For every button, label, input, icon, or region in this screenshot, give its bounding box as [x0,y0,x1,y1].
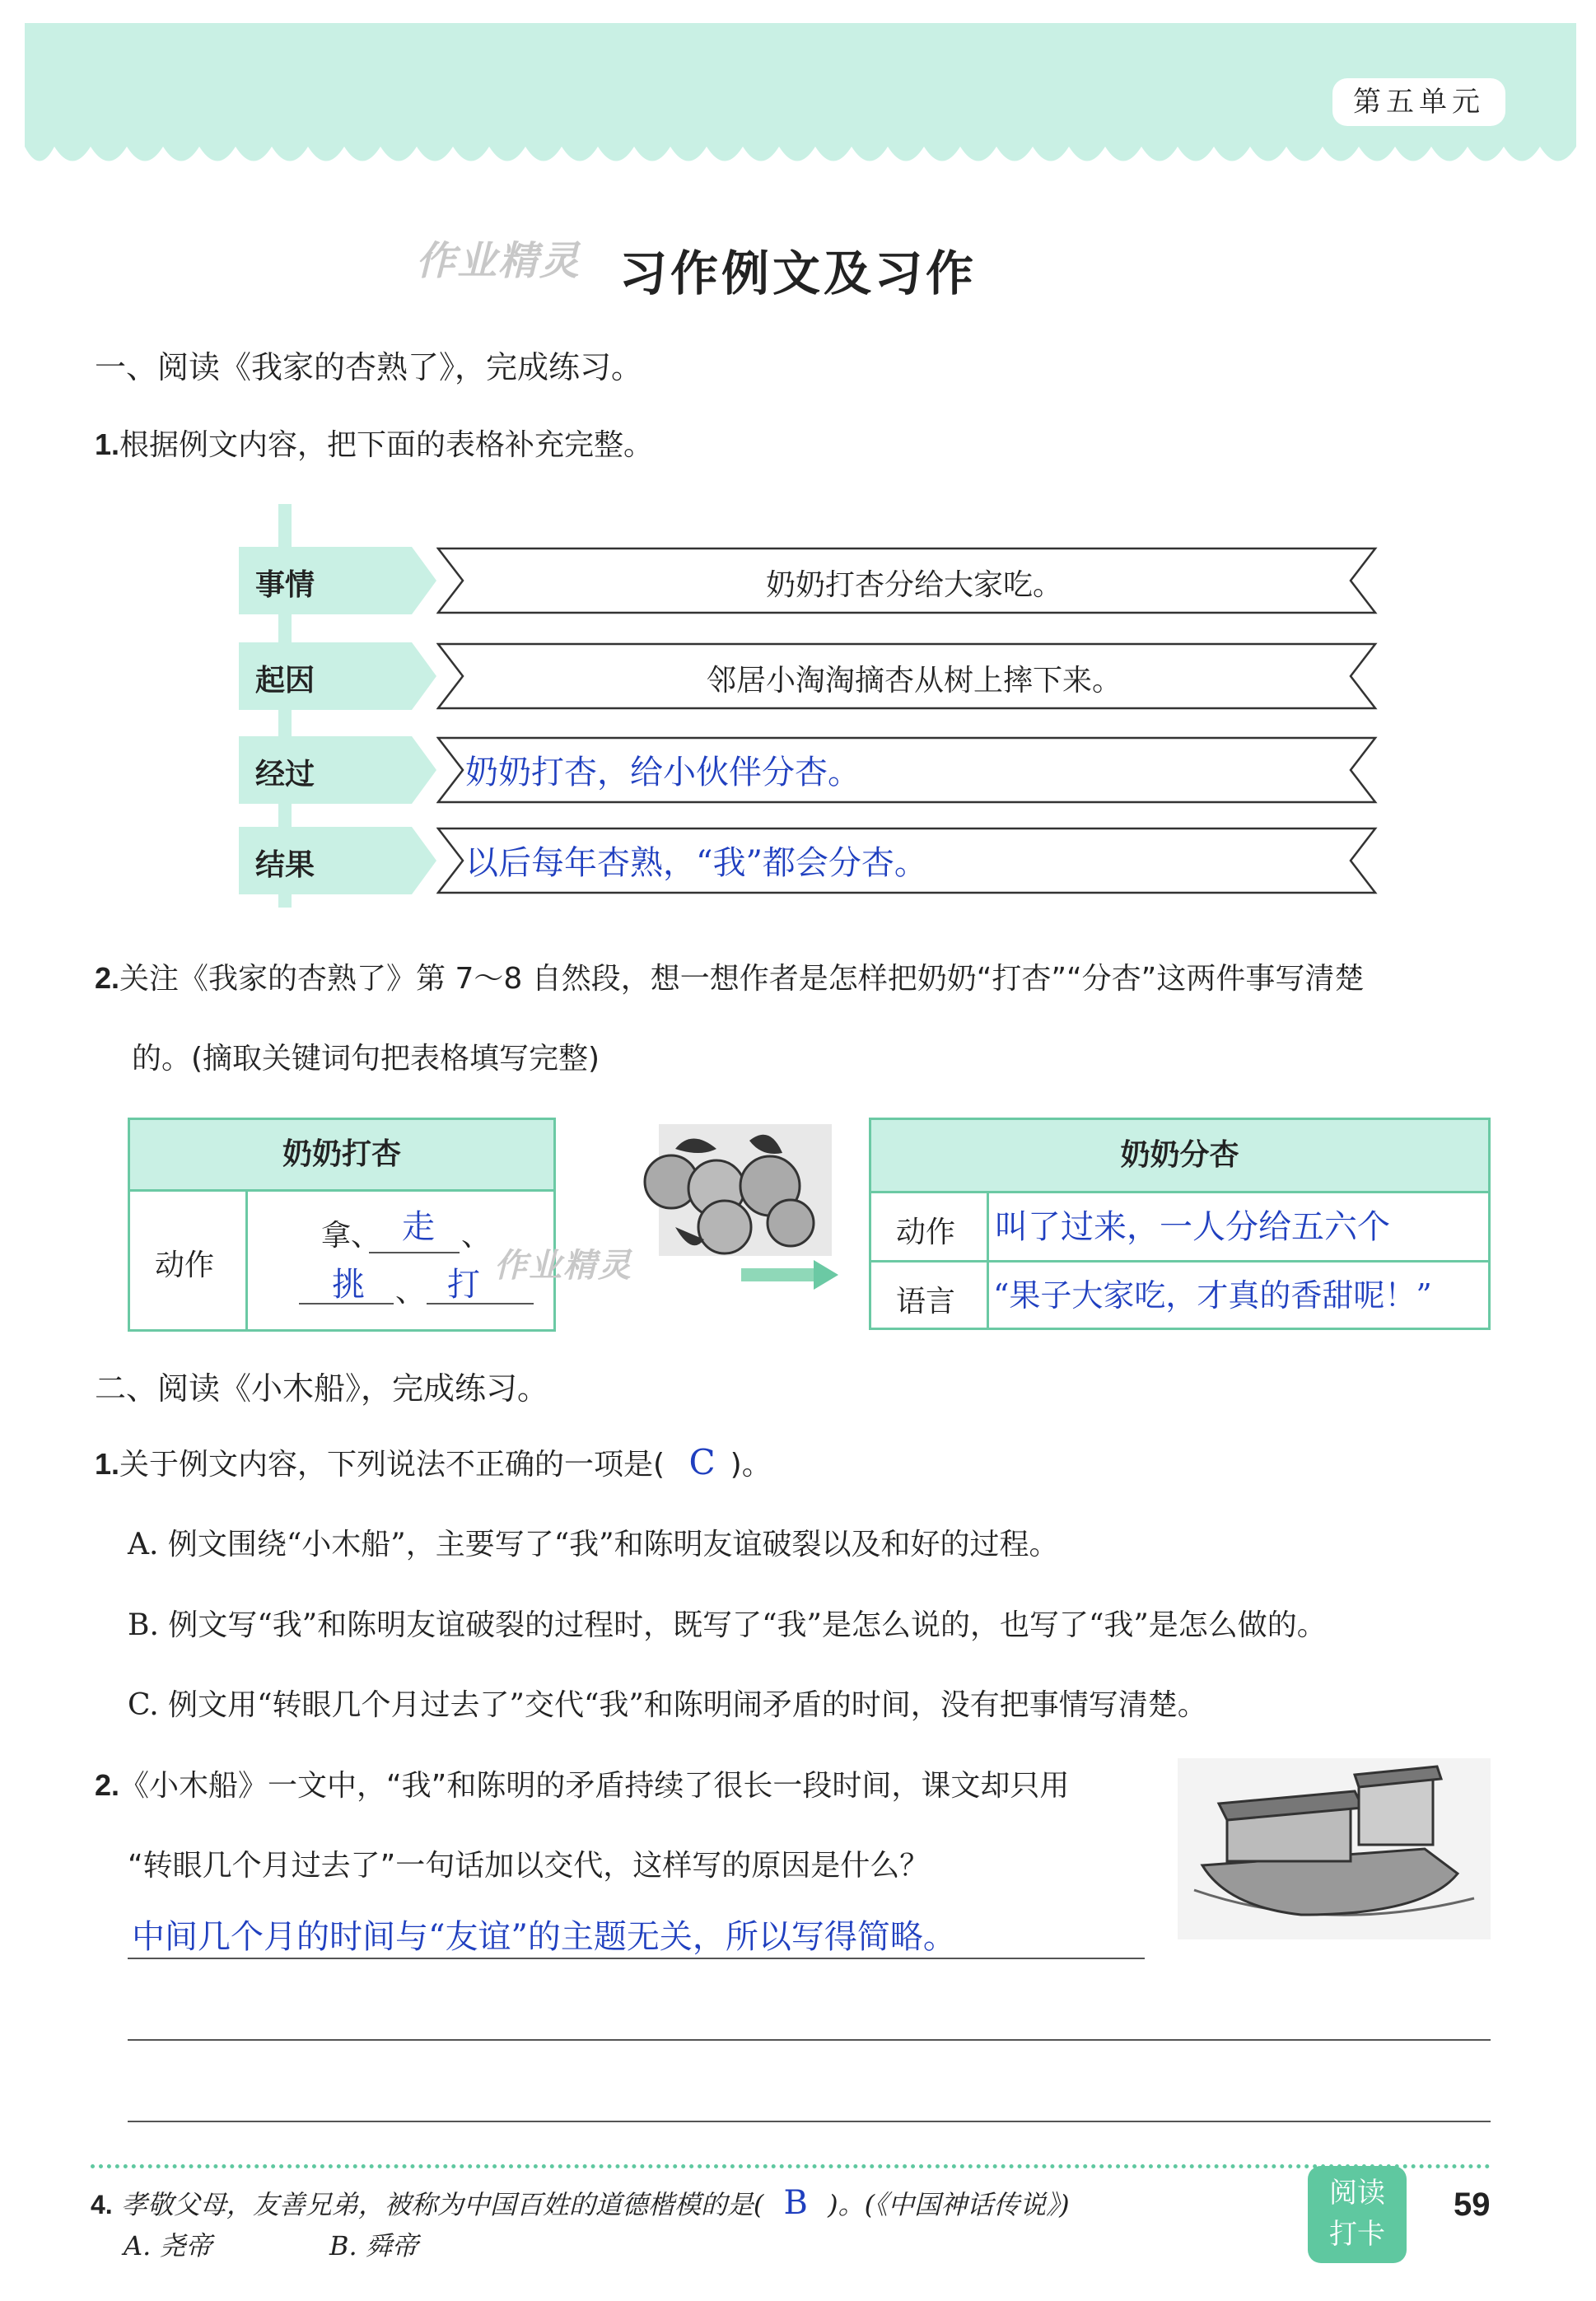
apricot-illustration [626,1124,840,1281]
q-text: 关注《我家的杏熟了》第 7～8 自然段，想一想作者是怎样把奶奶“打杏”“分杏”这两件事写清楚 [119,962,1365,996]
answer-blank: 打 [447,1266,480,1304]
row-label: 经过 [255,758,315,791]
arrow-right-icon [741,1260,840,1293]
row-value: 邻居小淘淘摘杏从树上摔下来。 [706,664,1122,698]
p2-q2 [95,1762,1069,1804]
diagram-row [239,736,1392,804]
p1-q1 [95,422,653,464]
q-number: 4. [91,2190,113,2219]
q-number: 2. [95,1768,120,1802]
q-text: 孝敬父母，友善兄弟，被称为中国百姓的道德楷模的是( [120,2189,764,2220]
diagram-row [239,827,1392,894]
answer-choice: B [783,2184,808,2222]
footer-option-b: B. 舜帝 [329,2230,418,2261]
footer-q4 [91,2184,1070,2222]
sep: 、 [395,1275,426,1309]
row-value: 奶奶打杏分给大家吃。 [765,568,1062,602]
q-text: 关于例文内容，下列说法不正确的一项是( [119,1448,665,1482]
q-text: 《小木船》一文中，“我”和陈明的矛盾持续了很长一段时间，课文却只用 [119,1769,1070,1803]
footer-option-a: A. 尧帝 [124,2230,212,2261]
p2-q1 [95,1441,772,1483]
row-label: 结果 [255,848,315,882]
left-table [128,1118,556,1332]
p1-q2 [95,955,1511,997]
page-title: 习作例文及习作 [618,245,977,301]
answer-choice: C [688,1442,716,1482]
unit-tag: 第五单元 [1332,78,1505,126]
watermark: 作业精灵 [494,1247,632,1285]
row-answer: “果子大家吃，才真的香甜呢！” [993,1277,1432,1314]
answer-line [128,2121,1491,2122]
row-answer: 叫了过来，一人分给五六个 [995,1208,1390,1246]
sep: 、 [461,1219,492,1253]
prefix-text: 拿、 [321,1219,381,1253]
row-label: 语言 [896,1285,956,1319]
q-number: 1. [95,1447,120,1481]
reading-checkin-badge[interactable] [1308,2166,1407,2263]
answer-line [128,2039,1491,2041]
answer-blank: 走 [402,1208,435,1246]
answer-line [128,1958,1145,1959]
q-text-cont: 的。(摘取关键词句把表格填写完整) [132,1042,600,1076]
row-label: 事情 [255,568,315,602]
page-number: 59 [1454,2187,1491,2223]
part1-heading: 一、阅读《我家的杏熟了》，完成练习。 [95,349,643,385]
q-text: )。(《中国神话传说》) [828,2189,1070,2220]
row-label: 动作 [155,1249,215,1282]
q-number: 1. [95,427,120,461]
diagram-row [239,547,1392,614]
part2-heading: 二、阅读《小木船》，完成练习。 [95,1370,549,1407]
answer-text: 中间几个月的时间与“友谊”的主题无关，所以写得简略。 [132,1918,956,1956]
option-a: A. 例文围绕“小木船”，主要写了“我”和陈明友谊破裂以及和好的过程。 [128,1528,1059,1561]
boat-illustration [1178,1758,1491,1939]
diagram-row [239,642,1392,710]
right-table [869,1118,1491,1330]
table-header: 奶奶打杏 [130,1120,553,1189]
answer-blank: 挑 [332,1266,365,1304]
row-label: 起因 [255,664,315,698]
row-answer: 以后每年杏熟，“我”都会分杏。 [465,844,927,882]
option-c: C. 例文用“转眼几个月过去了”交代“我”和陈明闹矛盾的时间，没有把事情写清楚。 [128,1688,1207,1722]
badge-line: 打卡 [1329,2218,1385,2251]
badge-line: 阅读 [1329,2177,1385,2210]
story-diagram [239,504,1392,908]
table-header: 奶奶分杏 [871,1120,1488,1191]
watermark: 作业精灵 [416,238,581,284]
q-text: 根据例文内容，把下面的表格补充完整。 [119,428,654,462]
q-text-cont: “转眼几个月过去了”一句话加以交代，这样写的原因是什么？ [128,1849,930,1883]
q-text: )。 [730,1448,772,1482]
footer-divider [91,2164,1491,2168]
row-answer: 奶奶打杏，给小伙伴分杏。 [465,754,861,791]
q-number: 2. [95,961,120,995]
option-b: B. 例文写“我”和陈明友谊破裂的过程时，既写了“我”是怎么说的，也写了“我”是怎么做的。 [128,1608,1327,1642]
row-label: 动作 [896,1216,956,1249]
